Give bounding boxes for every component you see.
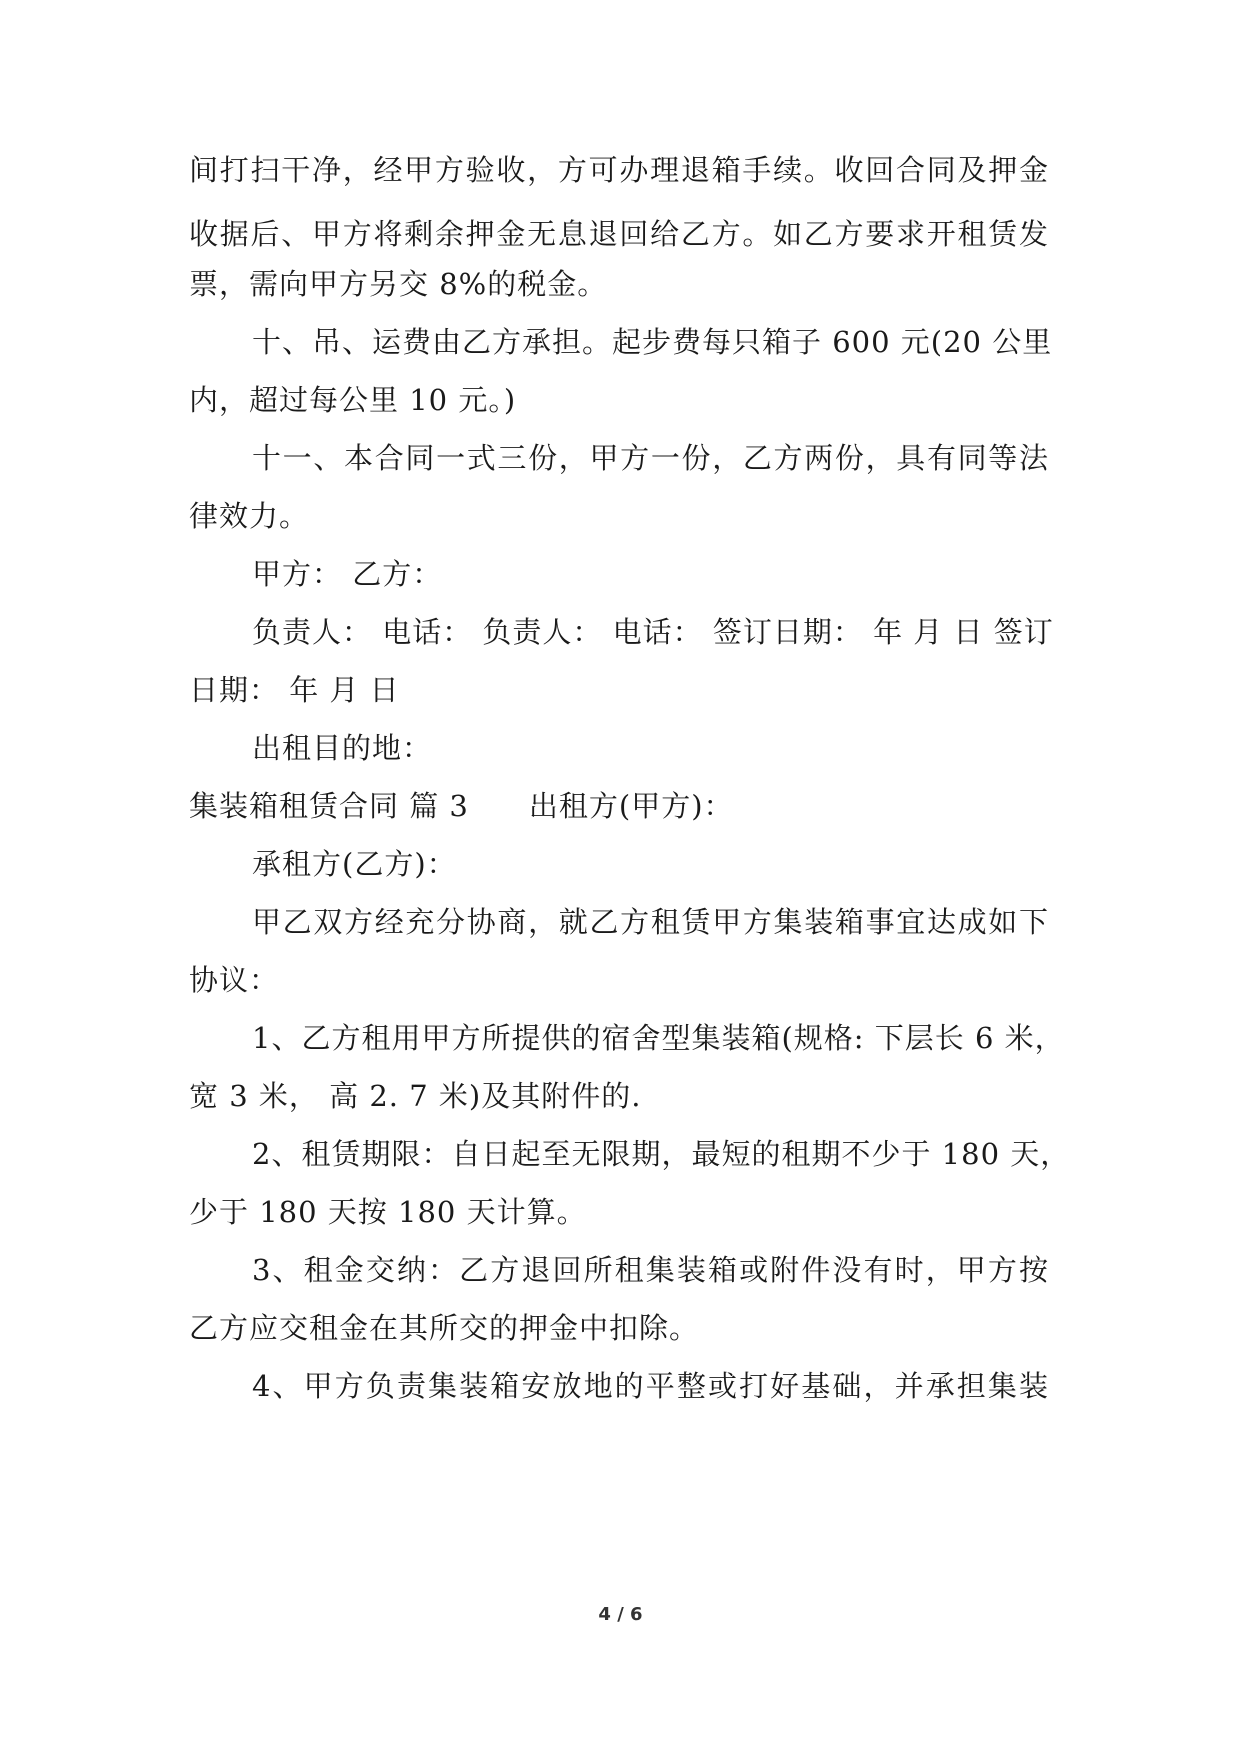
signature-date-line: 日期： 年 月 日 xyxy=(189,673,400,707)
page-number: 4 / 6 xyxy=(598,1604,643,1625)
section-heading-line xyxy=(189,786,1049,826)
body-text-line: 律效力。 xyxy=(189,499,310,533)
body-text-line: 乙方应交租金在其所交的押金中扣除。 xyxy=(189,1311,700,1345)
body-text-line: 3、租金交纳：乙方退回所租集装箱或附件没有时，甲方按 xyxy=(252,1253,1049,1287)
body-text-line: 2、租赁期限：自日起至无限期，最短的租期不少于 180 天， xyxy=(252,1137,1071,1171)
lessee-label: 承租方(乙方)： xyxy=(252,847,457,881)
body-text-line: 出租目的地： xyxy=(252,731,433,765)
signature-details-line: 负责人： 电话： 负责人： 电话： 签订日期： 年 月 日 签订 xyxy=(252,615,1054,649)
body-text-line: 间打扫干净，经甲方验收，方可办理退箱手续。收回合同及押金 xyxy=(189,153,1049,187)
body-text-line: 宽 3 米， 高 2. 7 米)及其附件的. xyxy=(189,1079,642,1113)
signature-parties-line: 甲方： 乙方： xyxy=(252,557,443,591)
lessor-label: 出租方(甲方)： xyxy=(528,789,734,823)
body-text-line: 4、甲方负责集装箱安放地的平整或打好基础，并承担集装 xyxy=(252,1369,1049,1403)
section-title: 集装箱租赁合同 篇 3 xyxy=(189,789,469,823)
body-text-line: 票，需向甲方另交 8%的税金。 xyxy=(189,267,608,301)
body-text-line: 少于 180 天按 180 天计算。 xyxy=(189,1195,587,1229)
body-text-line: 甲乙双方经充分协商，就乙方租赁甲方集装箱事宜达成如下 xyxy=(252,905,1049,939)
body-text-line: 内，超过每公里 10 元。) xyxy=(189,383,517,417)
body-text-line: 收据后、甲方将剩余押金无息退回给乙方。如乙方要求开租赁发 xyxy=(189,217,1049,251)
body-text-line: 十、吊、运费由乙方承担。起步费每只箱子 600 元(20 公里 xyxy=(252,325,1053,359)
body-text-line: 十一、本合同一式三份，甲方一份，乙方两份，具有同等法 xyxy=(252,441,1049,475)
body-text-line: 1、乙方租用甲方所提供的宿舍型集装箱(规格: 下层长 6 米， xyxy=(252,1021,1065,1055)
body-text-line: 协议： xyxy=(189,963,280,997)
